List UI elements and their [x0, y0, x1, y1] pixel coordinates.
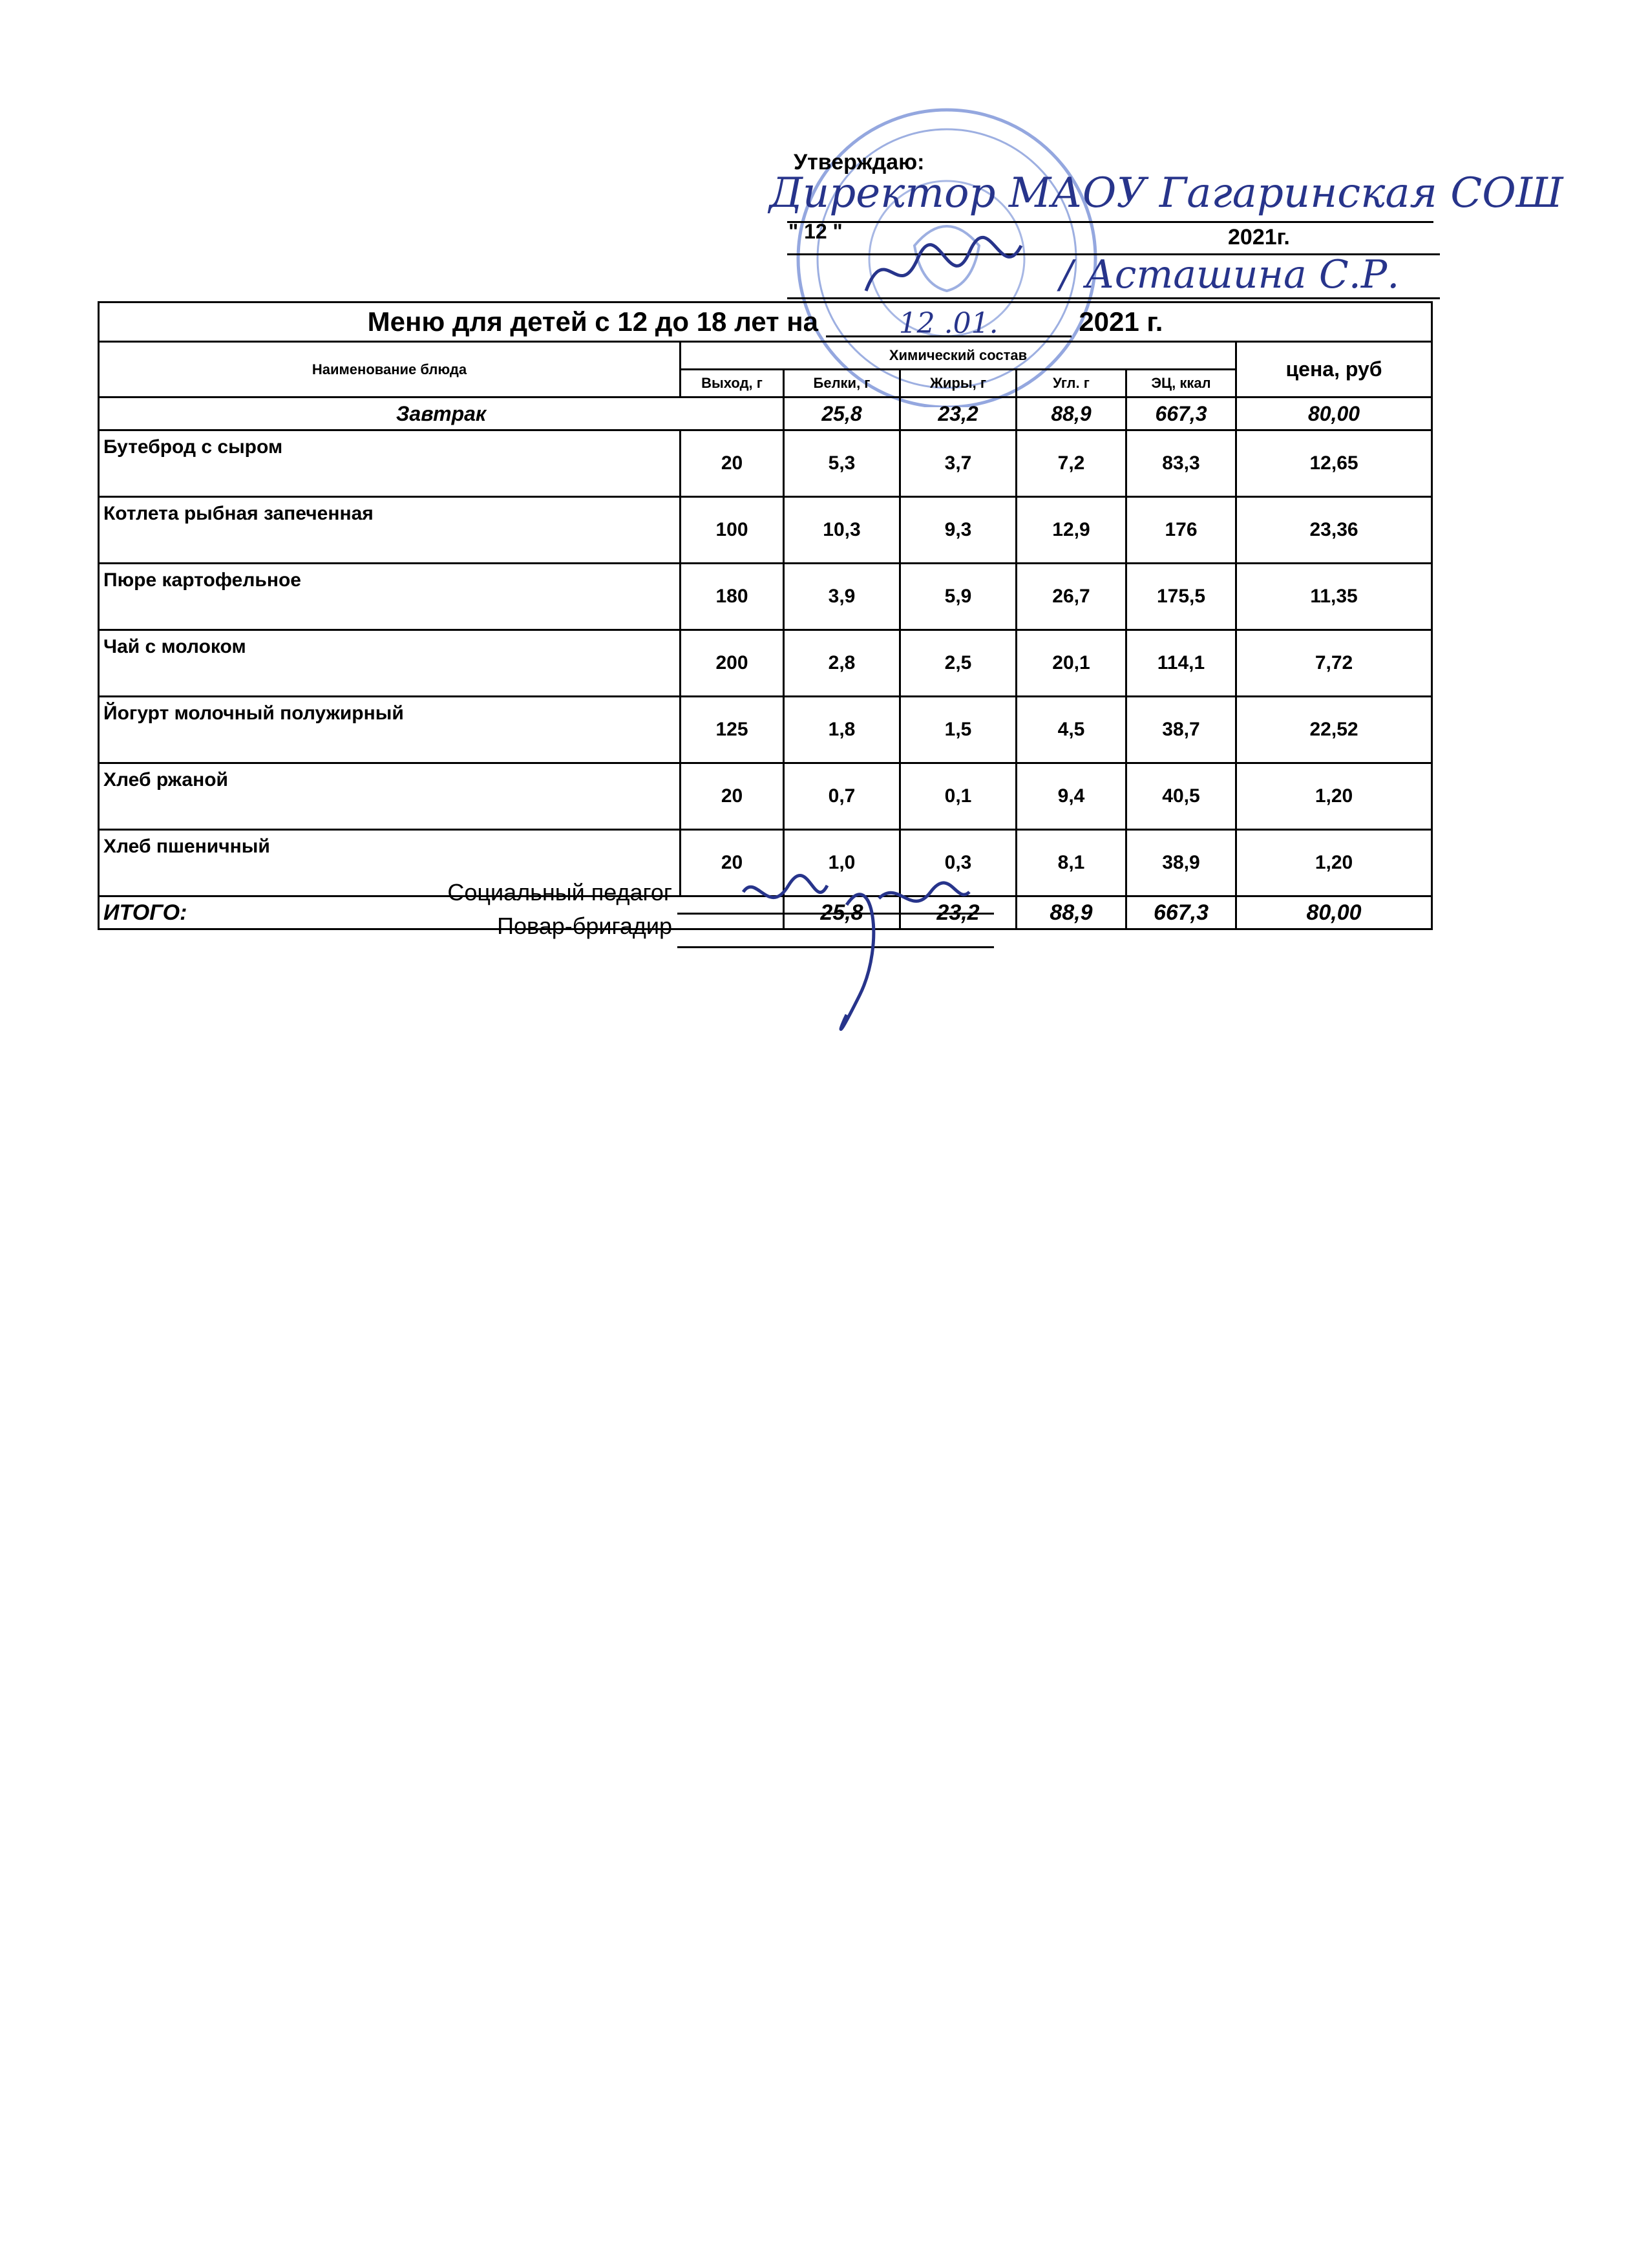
approval-label: Утверждаю:: [794, 150, 925, 175]
section-carbs: 88,9: [1017, 397, 1126, 430]
dish-price: 23,36: [1236, 497, 1432, 564]
section-kcal: 667,3: [1126, 397, 1236, 430]
header-kcal: ЭЦ, ккал: [1126, 370, 1236, 397]
dish-yield: 200: [681, 630, 784, 697]
dish-name: Хлеб ржаной: [99, 763, 681, 830]
header-carbs: Угл. г: [1017, 370, 1126, 397]
total-label: ИТОГО:: [99, 896, 784, 929]
dish-carbs: 4,5: [1017, 697, 1126, 763]
header-dish-name: Наименование блюда: [99, 342, 681, 397]
header-yield: Выход, г: [681, 370, 784, 397]
menu-title: [99, 302, 1432, 342]
dish-name: Чай с молоком: [99, 630, 681, 697]
dish-fats: 2,5: [900, 630, 1017, 697]
section-price: 80,00: [1236, 397, 1432, 430]
table-row: [99, 697, 1432, 763]
dish-yield: 125: [681, 697, 784, 763]
dish-fats: 0,1: [900, 763, 1017, 830]
dish-name: Пюре картофельное: [99, 564, 681, 630]
dish-name: Йогурт молочный полужирный: [99, 697, 681, 763]
dish-kcal: 38,9: [1126, 830, 1236, 896]
approval-name-line: [787, 297, 1440, 299]
chef-label: Повар-бригадир: [497, 913, 672, 939]
dish-kcal: 114,1: [1126, 630, 1236, 697]
dish-name: Котлета рыбная запеченная: [99, 497, 681, 564]
approval-position-line: [787, 221, 1433, 223]
header-price: цена, руб: [1236, 342, 1432, 397]
table-row: [99, 763, 1432, 830]
dish-yield: 180: [681, 564, 784, 630]
dish-proteins: 1,0: [784, 830, 900, 896]
section-label: Завтрак: [99, 397, 784, 430]
total-carbs: 88,9: [1017, 896, 1126, 929]
table-row: [99, 430, 1432, 497]
section-row-breakfast: [99, 397, 1432, 430]
dish-kcal: 176: [1126, 497, 1236, 564]
dish-kcal: 38,7: [1126, 697, 1236, 763]
total-kcal: 667,3: [1126, 896, 1236, 929]
dish-price: 22,52: [1236, 697, 1432, 763]
dish-fats: 5,9: [900, 564, 1017, 630]
dish-carbs: 12,9: [1017, 497, 1126, 564]
table-row: [99, 630, 1432, 697]
dish-fats: 0,3: [900, 830, 1017, 896]
dish-proteins: 0,7: [784, 763, 900, 830]
dish-fats: 1,5: [900, 697, 1017, 763]
dish-carbs: 26,7: [1017, 564, 1126, 630]
dish-kcal: 175,5: [1126, 564, 1236, 630]
dish-price: 7,72: [1236, 630, 1432, 697]
dish-yield: 20: [681, 430, 784, 497]
section-fats: 23,2: [900, 397, 1017, 430]
dish-fats: 3,7: [900, 430, 1017, 497]
section-proteins: 25,8: [784, 397, 900, 430]
dish-price: 11,35: [1236, 564, 1432, 630]
social-pedagogue-label: Социальный педагог: [447, 879, 672, 906]
dish-yield: 100: [681, 497, 784, 564]
dish-price: 1,20: [1236, 763, 1432, 830]
total-price: 80,00: [1236, 896, 1432, 929]
approval-year: 2021г.: [1228, 225, 1290, 249]
dish-carbs: 8,1: [1017, 830, 1126, 896]
menu-title-date-blank: [826, 307, 1072, 340]
dish-name: Хлеб пшеничный: [99, 830, 681, 896]
dish-kcal: 40,5: [1126, 763, 1236, 830]
dish-kcal: 83,3: [1126, 430, 1236, 497]
dish-name: Бутеброд с сыром: [99, 430, 681, 497]
dish-yield: 20: [681, 830, 784, 896]
header-proteins: Белки, г: [784, 370, 900, 397]
menu-title-text: Меню для детей с 12 до 18 лет на: [367, 306, 818, 337]
total-proteins: 25,8: [784, 896, 900, 929]
menu-title-date-handwritten: 12 .01.: [898, 307, 998, 340]
header-fats: Жиры, г: [900, 370, 1017, 397]
table-row: [99, 497, 1432, 564]
menu-table: [98, 301, 1433, 930]
dish-carbs: 20,1: [1017, 630, 1126, 697]
dish-proteins: 10,3: [784, 497, 900, 564]
dish-proteins: 2,8: [784, 630, 900, 697]
dish-price: 12,65: [1236, 430, 1432, 497]
dish-carbs: 9,4: [1017, 763, 1126, 830]
total-fats: 23,2: [900, 896, 1017, 929]
table-row: [99, 564, 1432, 630]
approval-date-day: " 12 ": [788, 220, 843, 243]
dish-proteins: 3,9: [784, 564, 900, 630]
menu-title-year: 2021 г.: [1079, 306, 1163, 337]
header-chemical-composition: Химический состав: [681, 342, 1236, 370]
approval-name-handwritten: / Асташина С.Р.: [1060, 252, 1400, 297]
dish-yield: 20: [681, 763, 784, 830]
dish-price: 1,20: [1236, 830, 1432, 896]
dish-proteins: 1,8: [784, 697, 900, 763]
approval-position-handwritten: Директор МАОУ Гагаринская СОШ: [769, 169, 1563, 217]
dish-proteins: 5,3: [784, 430, 900, 497]
dish-fats: 9,3: [900, 497, 1017, 564]
dish-carbs: 7,2: [1017, 430, 1126, 497]
signature-scribble-icon: [730, 866, 989, 1034]
